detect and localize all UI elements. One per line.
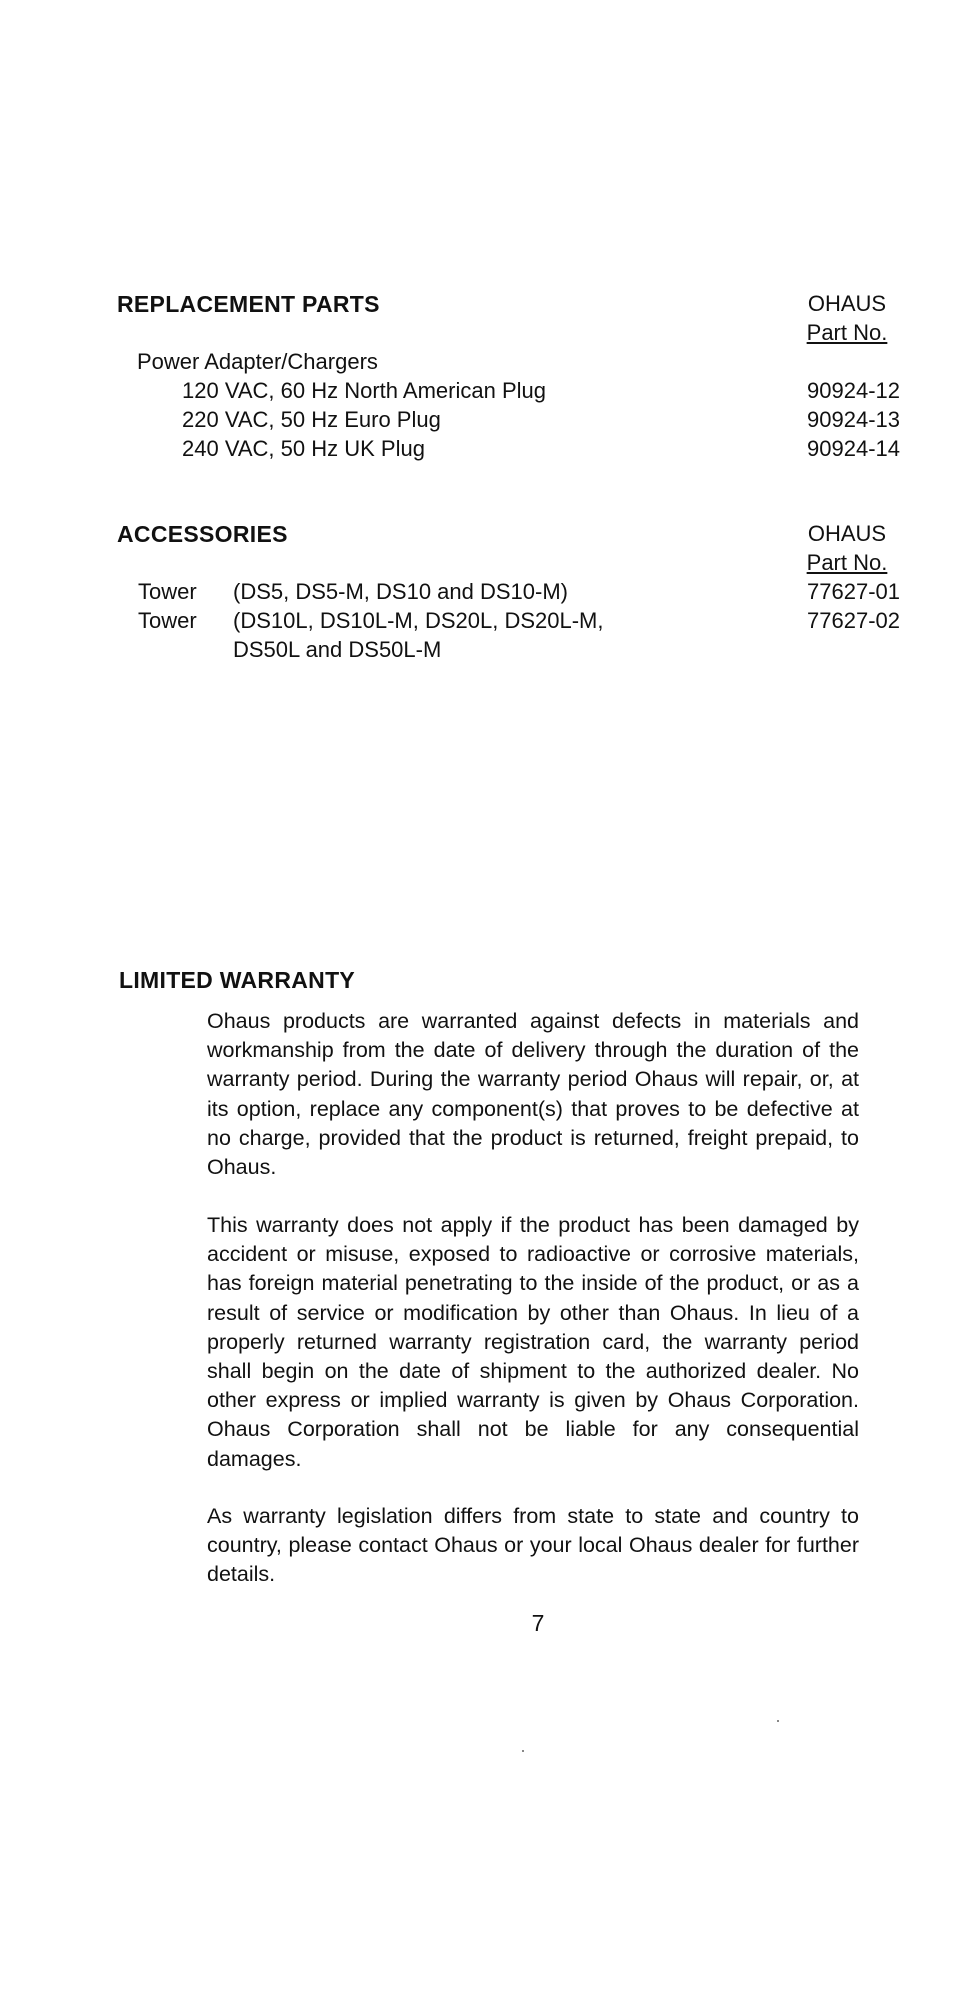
accessory-description-continued: DS50L and DS50L-M <box>233 637 442 662</box>
limited-warranty-heading: LIMITED WARRANTY <box>119 967 356 993</box>
warranty-paragraph: As warranty legislation differs from state to state and country to country, please contact Ohaus or your local Ohaus dealer for further details. <box>207 1504 859 1587</box>
part-no-label: Part No. <box>806 320 888 345</box>
replacement-item-part-no: 90924-14 <box>807 436 900 461</box>
accessory-description: (DS5, DS5-M, DS10 and DS10-M) <box>233 579 568 604</box>
warranty-paragraph: This warranty does not apply if the product has been damaged by accident or misuse, exposed to radioactive or corrosive materials, has foreign material penetrating to the inside of the product, or as a result of service or modification by other than Ohaus. In lieu of a properly returned warranty registration card, the warranty period shall begin on the date of shipment to the authorized dealer. No other express or implied warranty is given by Ohaus Corporation. Ohaus Corporation shall not be liable for any consequential damages. <box>207 1213 859 1471</box>
replacement-parts-column-header <box>787 289 907 347</box>
replacement-item-description: 240 VAC, 50 Hz UK Plug <box>182 436 425 461</box>
replacement-item-part-no: 90924-12 <box>807 378 900 403</box>
accessory-part-no: 77627-01 <box>807 579 900 604</box>
scan-speck <box>777 1720 779 1722</box>
power-adapter-group-label: Power Adapter/Chargers <box>137 349 378 374</box>
scan-speck <box>522 1750 524 1752</box>
replacement-item-part-no: 90924-13 <box>807 407 900 432</box>
replacement-parts-heading: REPLACEMENT PARTS <box>117 291 380 317</box>
replacement-item-description: 120 VAC, 60 Hz North American Plug <box>182 378 546 403</box>
accessory-name: Tower <box>138 608 197 633</box>
page-number: 7 <box>531 1610 545 1636</box>
warranty-paragraph: Ohaus products are warranted against defects in materials and workmanship from the date of delivery through the duration of the warranty period. During the warranty period Ohaus will repair, or, at its option, replace any component(s) that proves to be defective at no charge, provided that the product is returned, freight prepaid, to Ohaus. <box>207 1009 859 1180</box>
accessory-description: (DS10L, DS10L-M, DS20L, DS20L-M, <box>233 608 604 633</box>
accessories-heading: ACCESSORIES <box>117 521 288 547</box>
part-no-label: Part No. <box>806 550 888 575</box>
accessory-part-no: 77627-02 <box>807 608 900 633</box>
ohaus-label: OHAUS <box>807 291 887 316</box>
ohaus-label: OHAUS <box>807 521 887 546</box>
replacement-item-description: 220 VAC, 50 Hz Euro Plug <box>182 407 441 432</box>
accessories-column-header <box>787 519 907 577</box>
accessory-name: Tower <box>138 579 197 604</box>
